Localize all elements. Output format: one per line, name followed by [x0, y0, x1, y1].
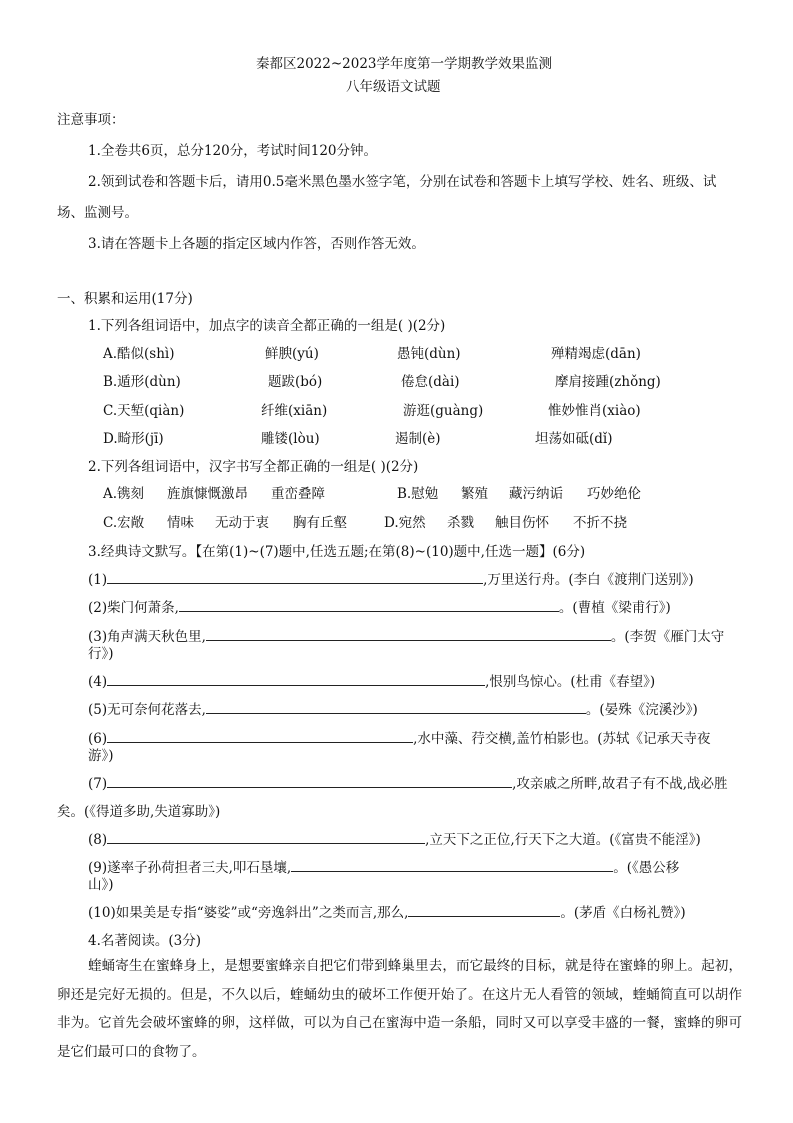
- notice-item-1: 1.全卷共6页，总分120分，考试时间120分钟。: [88, 143, 378, 159]
- q2-row1-2: 旌旗慷慨激昂: [167, 486, 248, 502]
- option-d-2: 雕镂(lòu): [261, 431, 320, 447]
- q2-row2-4: 胸有丘壑: [293, 515, 347, 531]
- dictation-3-cont: 行》): [88, 646, 114, 662]
- q2-row1-7: 巧妙绝伦: [587, 486, 641, 502]
- dictation-4-prefix: (4): [88, 674, 108, 690]
- dictation-5-suffix: 。(晏殊《浣溪沙》): [585, 702, 698, 718]
- dictation-6: [88, 727, 710, 747]
- q2-row2-7: 触目伤怀: [495, 515, 549, 531]
- dictation-3-suffix: 。(李贺《雁门太守: [610, 629, 725, 645]
- dictation-7: [88, 772, 728, 792]
- dictation-1: [88, 568, 694, 588]
- dictation-6-prefix: (6): [88, 731, 108, 747]
- answer-blank-7[interactable]: [107, 774, 512, 788]
- option-c-1: C.天堑(qiàn): [103, 403, 185, 419]
- dictation-5: [88, 698, 698, 718]
- section-heading: 一、积累和运用(17分): [57, 291, 193, 307]
- option-b-3: 倦怠(dài): [401, 374, 460, 390]
- option-d-1: D.畸形(jī): [103, 431, 164, 447]
- question-4-stem: 4.名著阅读。(3分): [88, 933, 202, 949]
- answer-blank-1[interactable]: [107, 570, 483, 584]
- dictation-2: [88, 596, 671, 616]
- option-b-1: B.遁形(dùn): [103, 374, 181, 390]
- q2-row1-1: A.镌刻: [103, 486, 145, 502]
- dictation-10-prefix: (10)如果美是专指“婆娑”或“旁逸斜出”之类而言,那么,: [88, 905, 409, 921]
- q2-row1-3: 重峦叠障: [271, 486, 325, 502]
- q2-row2-1: C.宏敞: [103, 515, 145, 531]
- dictation-7-suffix: ,攻亲戚之所畔,故君子有不战,战必胜: [512, 776, 728, 792]
- dictation-3-prefix: (3)角声满天秋色里,: [88, 629, 206, 645]
- dictation-10-suffix: 。(茅盾《白杨礼赞》): [560, 905, 686, 921]
- dictation-3: [88, 625, 724, 645]
- question-1-stem: 1.下列各组词语中，加点字的读音全都正确的一组是( )(2分): [88, 318, 446, 334]
- notice-item-2: 2.领到试卷和答题卡后，请用0.5毫米黑色墨水签字笔，分别在试卷和答题卡上填写学校、姓名、班级、试: [88, 174, 717, 190]
- dictation-6-cont: 游》): [88, 748, 114, 764]
- dictation-1-suffix: ,万里送行舟。(李白《渡荆门送别》): [483, 572, 694, 588]
- option-a-1: A.酷似(shì): [103, 346, 175, 362]
- option-c-4: 惟妙惟肖(xiào): [548, 403, 641, 419]
- dictation-9: [88, 856, 679, 876]
- answer-blank-5[interactable]: [206, 700, 586, 714]
- option-b-4: 摩肩接踵(zhǒng): [555, 374, 661, 390]
- dictation-2-suffix: 。(曹植《梁甫行》): [558, 600, 671, 616]
- dictation-9-cont: 山》): [88, 877, 114, 893]
- question-3-stem: 3.经典诗文默写。【在第(1)~(7)题中,任选五题;在第(8)~(10)题中,任选一题】(6分): [88, 544, 586, 560]
- answer-blank-8[interactable]: [107, 830, 425, 844]
- dictation-9-prefix: (9)遂率子孙荷担者三夫,叩石垦壤,: [88, 860, 292, 876]
- reading-passage: 蝰蛹寄生在蜜蜂身上，是想要蜜蜂亲自把它们带到蜂巢里去，而它最终的目标，就是待在蜜蜂的卵上。起初，卵还是完好无损的。但是，不久以后，蝰蛹幼虫的破坏工作便开始了。在这片无人看管的领域，蝰蛹简直可以胡作非为。它首先会破坏蜜蜂的卵，这样做，可以为自己在蜜海中造一条船，同时又可以享受丰盛的一餐，蜜蜂的卵可是它们最可口的食物了。: [57, 958, 742, 1060]
- q2-row2-6: 杀戮: [447, 515, 474, 531]
- dictation-7-prefix: (7): [88, 776, 108, 792]
- answer-blank-6[interactable]: [107, 729, 413, 743]
- option-c-3: 游逛(guàng): [403, 403, 484, 419]
- dictation-5-prefix: (5)无可奈何花落去,: [88, 702, 206, 718]
- option-d-4: 坦荡如砥(dǐ): [535, 431, 613, 447]
- q2-row1-5: 繁殖: [461, 486, 488, 502]
- exam-title: 秦都区2022~2023学年度第一学期教学效果监测: [256, 56, 553, 72]
- notice-item-3: 3.请在答题卡上各题的指定区域内作答，否则作答无效。: [88, 236, 425, 252]
- answer-blank-2[interactable]: [179, 598, 559, 612]
- option-a-4: 殚精竭虑(dān): [551, 346, 641, 362]
- q2-row2-8: 不折不挠: [573, 515, 627, 531]
- question-2-stem: 2.下列各组词语中，汉字书写全都正确的一组是( )(2分): [88, 459, 419, 475]
- dictation-9-suffix: 。(《愚公移: [613, 860, 680, 876]
- notice-heading: 注意事项：: [57, 112, 125, 128]
- dictation-10: [88, 901, 686, 921]
- q2-row1-6: 藏污纳诟: [509, 486, 563, 502]
- dictation-1-prefix: (1): [88, 572, 108, 588]
- q2-row1-4: B.慰勉: [397, 486, 439, 502]
- dictation-2-prefix: (2)柴门何萧条,: [88, 600, 179, 616]
- answer-blank-10[interactable]: [408, 903, 560, 917]
- notice-item-2-cont: 场、监测号。: [57, 205, 138, 221]
- dictation-7-cont: 矣。(《得道多助,失道寡助》): [57, 804, 221, 820]
- dictation-4: [88, 670, 655, 690]
- dictation-4-suffix: ,恨别鸟惊心。(杜甫《春望》): [485, 674, 656, 690]
- option-c-2: 纤维(xiān): [261, 403, 328, 419]
- q2-row2-3: 无动于衷: [215, 515, 269, 531]
- answer-blank-9[interactable]: [291, 858, 613, 872]
- option-b-2: 题跋(bó): [268, 374, 323, 390]
- dictation-8-prefix: (8): [88, 832, 108, 848]
- option-a-2: 鲜腴(yú): [265, 346, 319, 362]
- answer-blank-4[interactable]: [107, 672, 485, 686]
- dictation-8-suffix: ,立天下之正位,行天下之大道。(《富贵不能淫》): [425, 832, 701, 848]
- exam-subtitle: 八年级语文试题: [346, 79, 441, 95]
- dictation-8: [88, 828, 701, 848]
- dictation-6-suffix: ,水中藻、荇交横,盖竹柏影也。(苏轼《记承天寺夜: [413, 731, 711, 747]
- option-d-3: 遏制(è): [395, 431, 441, 447]
- q2-row2-2: 情味: [167, 515, 194, 531]
- option-a-3: 愚钝(dùn): [397, 346, 461, 362]
- q2-row2-5: D.宛然: [384, 515, 426, 531]
- answer-blank-3[interactable]: [206, 627, 611, 641]
